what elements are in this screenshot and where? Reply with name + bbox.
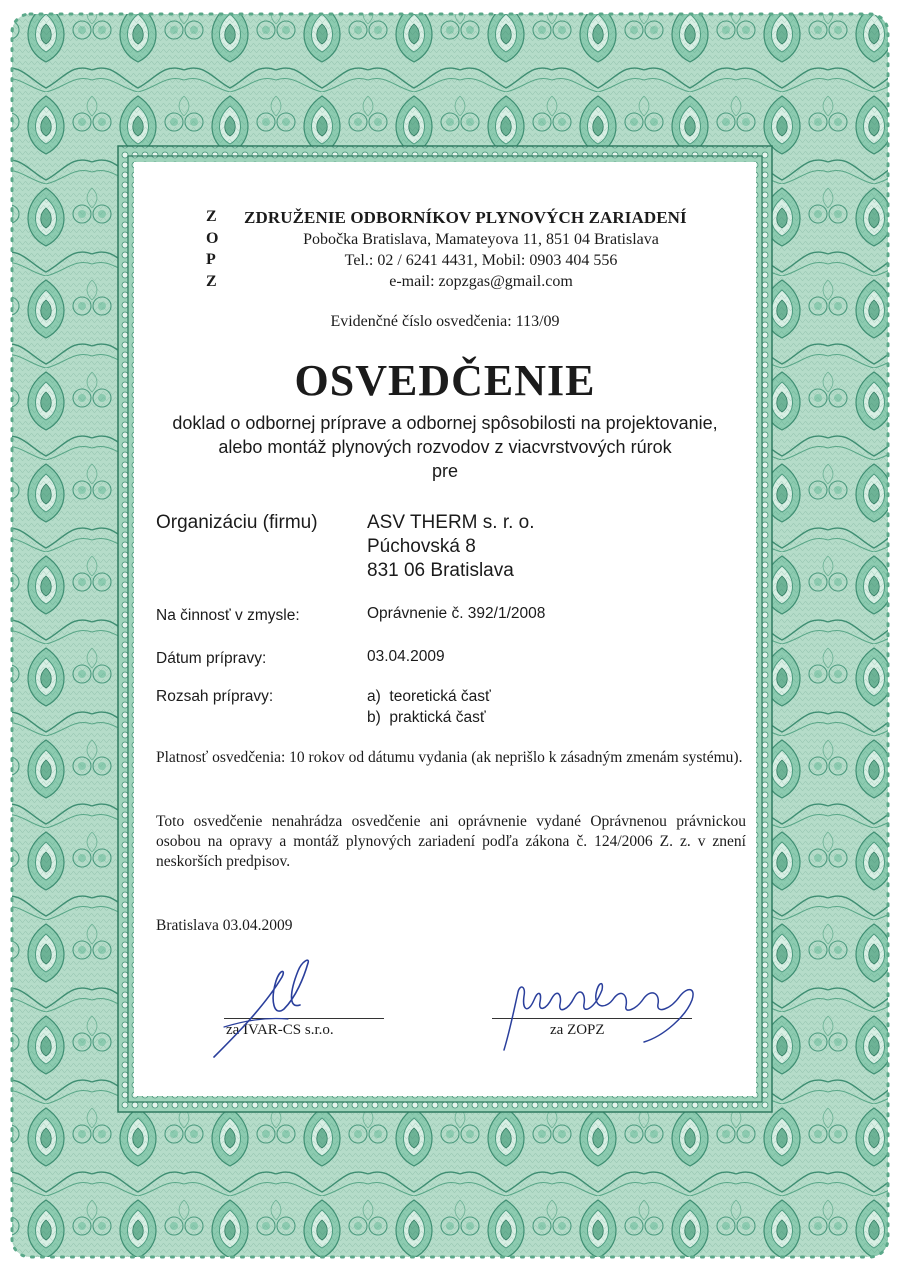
handwritten-signature-right — [474, 970, 734, 1060]
signature-label-left: za IVAR-CS s.r.o. — [226, 1022, 334, 1038]
validity-statement: Platnosť osvedčenia: 10 rokov od dátumu vydania (ak neprišlo k zásadným zmenám systému). — [156, 749, 743, 766]
organization-line: ASV THERM s. r. o. — [367, 512, 535, 533]
zopz-letter: Z — [206, 273, 217, 290]
scope-label: Rozsah prípravy: — [156, 688, 274, 705]
activity-value: Oprávnenie č. 392/1/2008 — [367, 605, 546, 622]
scope-item: a) teoretická časť — [367, 688, 491, 705]
branch-address: Pobočka Bratislava, Mamateyova 11, 851 04 Bratislava — [303, 231, 659, 248]
zopz-letter: Z — [206, 208, 217, 225]
scope-item: b) praktická časť — [367, 709, 486, 726]
disclaimer-statement: Toto osvedčenie nenahrádza osvedčenie ani oprávnenie vydané Oprávnenou právnickou osobou na opravy a montáž plynových zariadení podľa zákona č. 124/2006 Z. z. v znení neskorších predpisov. — [156, 813, 746, 870]
contact-email: e-mail: zopzgas@gmail.com — [389, 273, 573, 290]
activity-label: Na činnosť v zmysle: — [156, 607, 300, 624]
zopz-letter: O — [206, 230, 219, 247]
date-label: Dátum prípravy: — [156, 650, 267, 667]
subtitle-line-3: pre — [431, 461, 458, 481]
date-value: 03.04.2009 — [367, 648, 445, 665]
subtitle-line-1: doklad o odbornej príprave a odbornej spôsobilosti na projektovanie, — [172, 413, 718, 433]
contact-phone: Tel.: 02 / 6241 4431, Mobil: 0903 404 556 — [344, 252, 618, 269]
place-date: Bratislava 03.04.2009 — [156, 917, 293, 934]
organization-line: 831 06 Bratislava — [367, 560, 514, 581]
organization-name: ZDRUŽENIE ODBORNÍKOV PLYNOVÝCH ZARIADENÍ — [244, 208, 687, 227]
organization-label: Organizáciu (firmu) — [156, 512, 318, 533]
evidence-number: Evidenčné číslo osvedčenia: 113/09 — [330, 313, 560, 330]
certificate-title: OSVEDČENIE — [294, 356, 596, 405]
subtitle-line-2: alebo montáž plynových rozvodov z viacvrstvových rúrok — [218, 437, 672, 457]
certificate-body — [134, 162, 756, 1096]
handwritten-signature-left — [204, 957, 334, 1067]
organization-line: Púchovská 8 — [367, 536, 476, 557]
signature-label-right: za ZOPZ — [550, 1022, 605, 1038]
zopz-letter: P — [206, 251, 216, 268]
